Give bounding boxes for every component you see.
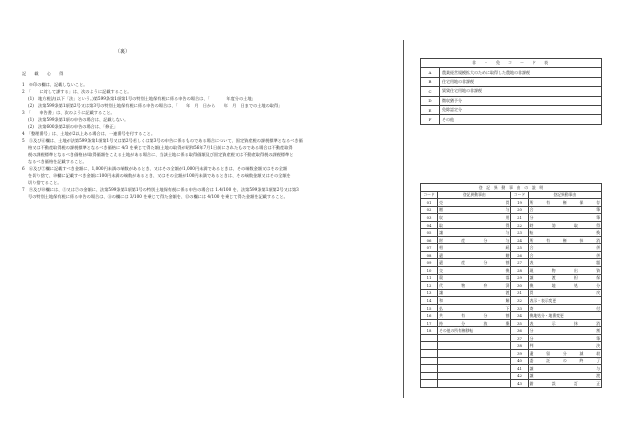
registry-code: 39	[511, 350, 528, 358]
instruction-line: (2) 法第599条第1項第2号又は第3号の特別土地保有税に係る申告の場合は、「 年 月 日から 年 月 日までの土地の取得」	[28, 103, 283, 108]
instruction-line: 格又は不動産取得税の課税標準となるべき価格に 4/3 を乗じて得た額(土地の取得が昭和56年7月1日前にされたものである場合は不動産取得	[28, 145, 293, 150]
nontax-code: E	[421, 105, 440, 114]
empty-cell	[421, 334, 438, 342]
instruction-line: (2) 法第600条第2項の申告の場合は、「修正」	[28, 124, 118, 129]
registry-row	[421, 297, 602, 305]
registry-reason: 転換	[529, 230, 600, 236]
registry-row	[421, 274, 602, 282]
registry-row	[421, 214, 602, 222]
empty-cell	[421, 372, 438, 380]
registry-code: 35	[511, 319, 528, 327]
empty-cell	[438, 350, 511, 358]
instruction-line: 1 ※印の欄は、記載しないこと。	[22, 82, 88, 87]
nontax-code: C	[421, 87, 440, 96]
col-reason-left: 登記異動事由	[438, 191, 511, 199]
registry-code: 06	[421, 236, 438, 244]
empty-cell	[438, 342, 511, 350]
registry-code: 42	[511, 372, 528, 380]
instruction-line: を切り捨て、⑩欄に記載すべき金額に100円未満の端数があるとき、又はその全額が100円未満であるときは、その端数金額又はその全額を	[28, 173, 291, 178]
registry-code: 15	[421, 304, 438, 312]
registry-reason: 分筆	[529, 214, 600, 220]
registry-reason: 合併	[529, 245, 600, 251]
instruction-line: 5 ⑤及び⑥欄は、土地が法第599条第1項第1号又は第2号若しくは第3号の申告に係るものである場合について、固定資産税の課税標準となるべき価	[22, 138, 303, 143]
registry-reason: 錯誤訂正	[529, 380, 600, 386]
nontax-code-row	[421, 68, 602, 77]
registry-code: 03	[421, 214, 438, 222]
registry-row	[421, 350, 602, 358]
instruction-line: 3 「 申告書」は、次のように記載すること。	[22, 110, 115, 115]
nontax-label: 免除認定分	[440, 105, 602, 114]
nontax-code-table-header	[421, 59, 602, 68]
registry-reason: 現物出資	[529, 267, 600, 273]
registry-code: 19	[511, 199, 528, 207]
registry-code: 37	[511, 334, 528, 342]
registry-code: 22	[511, 221, 528, 229]
registry-code: 36	[511, 327, 528, 335]
nontax-label: 賃貸住宅用地の非課税	[440, 87, 602, 96]
registry-reason: 判決	[529, 343, 600, 349]
nontax-code-row	[421, 105, 602, 114]
registry-change-reason-table	[420, 183, 602, 388]
registry-row	[421, 221, 602, 229]
registry-code: 09	[421, 259, 438, 267]
registry-code: 12	[421, 282, 438, 290]
registry-row	[421, 206, 602, 214]
registry-reason: 売買	[439, 199, 510, 205]
registry-reason: 払下	[439, 305, 510, 311]
registry-reason: 時効取得	[529, 222, 600, 228]
registry-reason: 合併	[529, 252, 600, 258]
registry-row	[421, 304, 602, 312]
registry-code: 11	[421, 274, 438, 282]
registry-reason: 相続	[439, 245, 510, 251]
registry-code: 28	[511, 267, 528, 275]
instructions-title: 記 載 心 得	[22, 71, 66, 76]
registry-code: 07	[421, 244, 438, 252]
nontax-code: A	[421, 68, 440, 77]
nontax-label: 住宅用地の非課税	[440, 77, 602, 86]
empty-cell	[421, 342, 438, 350]
instruction-line: なるべき価格を記載すること。	[28, 159, 87, 164]
nontax-code: F	[421, 115, 440, 124]
registry-reason: 委託の終了	[529, 358, 600, 364]
registry-reason: 所有権抹消	[529, 237, 600, 243]
instruction-line: (1) 法第599条第1項の申告の場合は、記載しない。	[28, 117, 129, 122]
nontax-label: 農業経営規模拡大のために取得した農地の非課税	[440, 68, 602, 77]
registry-code: 23	[511, 229, 528, 237]
registry-code: 14	[421, 297, 438, 305]
registry-code: 41	[511, 365, 528, 373]
registry-reason: 譲与	[529, 365, 600, 371]
registry-reason: 収用	[439, 214, 510, 220]
empty-cell	[421, 365, 438, 373]
col-reason-right: 登記異動事由	[528, 191, 601, 199]
registry-code: 27	[511, 259, 528, 267]
empty-cell	[438, 334, 511, 342]
nontax-code: D	[421, 96, 440, 105]
registry-row	[421, 289, 602, 297]
nontax-code-table	[420, 58, 602, 125]
registry-code: 13	[421, 289, 438, 297]
registry-row	[421, 259, 602, 267]
registry-reason: 分筆	[529, 335, 600, 341]
registry-code: 20	[511, 206, 528, 214]
registry-reason: 換地処分	[529, 282, 600, 288]
registry-reason: 和解	[439, 297, 510, 303]
col-code-left: コード	[421, 191, 438, 199]
registry-code: 31	[511, 289, 528, 297]
instructions-body	[22, 81, 404, 200]
instruction-line: 7 ⑨及び⑩欄には、⑤又は⑦の金額に、法第599条第1項第1号の特別土地保有税に係る申告の場合は 1.4/100 を、法第599条第1項第2号又は第3	[22, 187, 299, 192]
registry-reason: 財産分与	[439, 237, 510, 243]
registry-reason: 譲与	[439, 230, 510, 236]
registry-reason: 表示抹消	[529, 320, 600, 326]
registry-reason: 所有権保存	[529, 199, 600, 205]
registry-code: 38	[511, 342, 528, 350]
empty-cell	[438, 357, 511, 365]
nontax-code-row	[421, 77, 602, 86]
registry-code: 26	[511, 251, 528, 259]
registry-reason: 代物弁済	[439, 282, 510, 288]
registry-row	[421, 327, 602, 335]
registry-code: 21	[511, 214, 528, 222]
registry-reason: 分割	[529, 328, 600, 334]
registry-row	[421, 365, 602, 373]
registry-reason: 寄付	[529, 305, 600, 311]
registry-reason: 交換	[439, 267, 510, 273]
instruction-line: 2 「 に対して課する」は、次のように記載すること。	[22, 89, 132, 94]
registry-code: 02	[421, 206, 438, 214]
registry-table-header-row	[421, 191, 602, 199]
registry-row	[421, 282, 602, 290]
registry-reason: 表題	[529, 260, 600, 266]
registry-row	[421, 342, 602, 350]
instruction-line: (1) 地方税法(以下「法」という。)第599条第1項第1号の特別土地保有税に係る申告の場合は、「 年度分の土地」	[28, 96, 256, 101]
registry-row	[421, 244, 602, 252]
registry-row	[421, 251, 602, 259]
registry-row	[421, 267, 602, 275]
registry-row	[421, 357, 602, 365]
registry-reason: 表示・表示変更	[528, 297, 601, 305]
registry-reason: 共有分割	[439, 313, 510, 319]
registry-code: 40	[511, 357, 528, 365]
instruction-line: 号の特別土地保有税に係る申告の場合は、⑪の欄には 3/100 を乗じて得た金額を、⑬の欄には 4/100 を乗じて得た金額を記載すること。	[28, 194, 288, 199]
registry-reason: 合筆	[529, 207, 600, 213]
registry-code: 34	[511, 312, 528, 320]
registry-reason: 譲渡	[529, 373, 600, 379]
registry-row	[421, 229, 602, 237]
nontax-code-row	[421, 115, 602, 124]
nontax-code: B	[421, 77, 440, 86]
registry-row	[421, 334, 602, 342]
registry-row	[421, 236, 602, 244]
registry-code: 25	[511, 244, 528, 252]
registry-code: 24	[511, 236, 528, 244]
registry-code: 43	[511, 380, 528, 388]
nontax-code-table-title: 非 ・ 免 コ ー ド 表	[421, 59, 602, 68]
empty-cell	[438, 372, 511, 380]
registry-reason: 取得	[439, 222, 510, 228]
registry-code: 29	[511, 274, 528, 282]
registry-reason: その他の所有権移転	[438, 327, 511, 335]
instructions-section	[22, 70, 404, 200]
instruction-line: 税の課税標準となるべき価格)が取得価額をこえる土地がある場合に、当該土地に係る取得価額及び固定資産税又は不動産取得税の課税標準と	[28, 152, 294, 157]
empty-cell	[421, 350, 438, 358]
registry-code: 05	[421, 229, 438, 237]
back-side-label: （裏）	[115, 49, 131, 55]
registry-row	[421, 312, 602, 320]
registry-table-title: 登 記 異 動 事 由 の 説 明	[421, 184, 602, 192]
empty-cell	[421, 357, 438, 365]
registry-code: 16	[421, 312, 438, 320]
registry-reason: 贈与	[439, 207, 510, 213]
registry-reason: 買戻	[529, 290, 600, 296]
nontax-label: 徴収猶予分	[440, 96, 602, 105]
registry-row	[421, 372, 602, 380]
nontax-code-row	[421, 87, 602, 96]
instruction-line: 6 ⑥及び⑦欄に記載すべき金額に、1,000円未満の端数があるとき、又はその全額が1,000円未満であるときは、その端数金額又はその全額	[22, 166, 288, 171]
empty-cell	[438, 380, 511, 388]
registry-code: 32	[511, 297, 528, 305]
registry-table-title-row	[421, 184, 602, 192]
nontax-label: その他	[440, 115, 602, 124]
registry-code: 01	[421, 199, 438, 207]
empty-cell	[421, 380, 438, 388]
registry-row	[421, 319, 602, 327]
registry-code: 04	[421, 221, 438, 229]
registry-reason: 遺贈	[439, 252, 510, 258]
registry-reason: 譲渡担保	[529, 275, 600, 281]
registry-code: 33	[511, 304, 528, 312]
registry-code: 17	[421, 319, 438, 327]
vertical-divider	[403, 40, 404, 398]
registry-code: 30	[511, 282, 528, 290]
registry-reason: 競落	[439, 275, 510, 281]
registry-reason: 遺産分割	[439, 260, 510, 266]
registry-reason: 持分放棄	[439, 320, 510, 326]
registry-code: 08	[421, 251, 438, 259]
instruction-line: 4 「整理番号」は、土地が2以上ある場合は、一連番号を付すること。	[22, 131, 156, 136]
registry-row	[421, 199, 602, 207]
instruction-line: 切り捨てること。	[28, 180, 62, 185]
empty-cell	[438, 365, 511, 373]
registry-code: 18	[421, 327, 438, 335]
col-code-right: コード	[511, 191, 528, 199]
registry-reason: 遺留分減殺	[529, 350, 600, 356]
registry-code: 10	[421, 267, 438, 275]
nontax-code-row	[421, 96, 602, 105]
registry-reason: 換地処分・地番変更	[528, 312, 601, 320]
registry-reason: 譲渡	[439, 290, 510, 296]
registry-row	[421, 380, 602, 388]
